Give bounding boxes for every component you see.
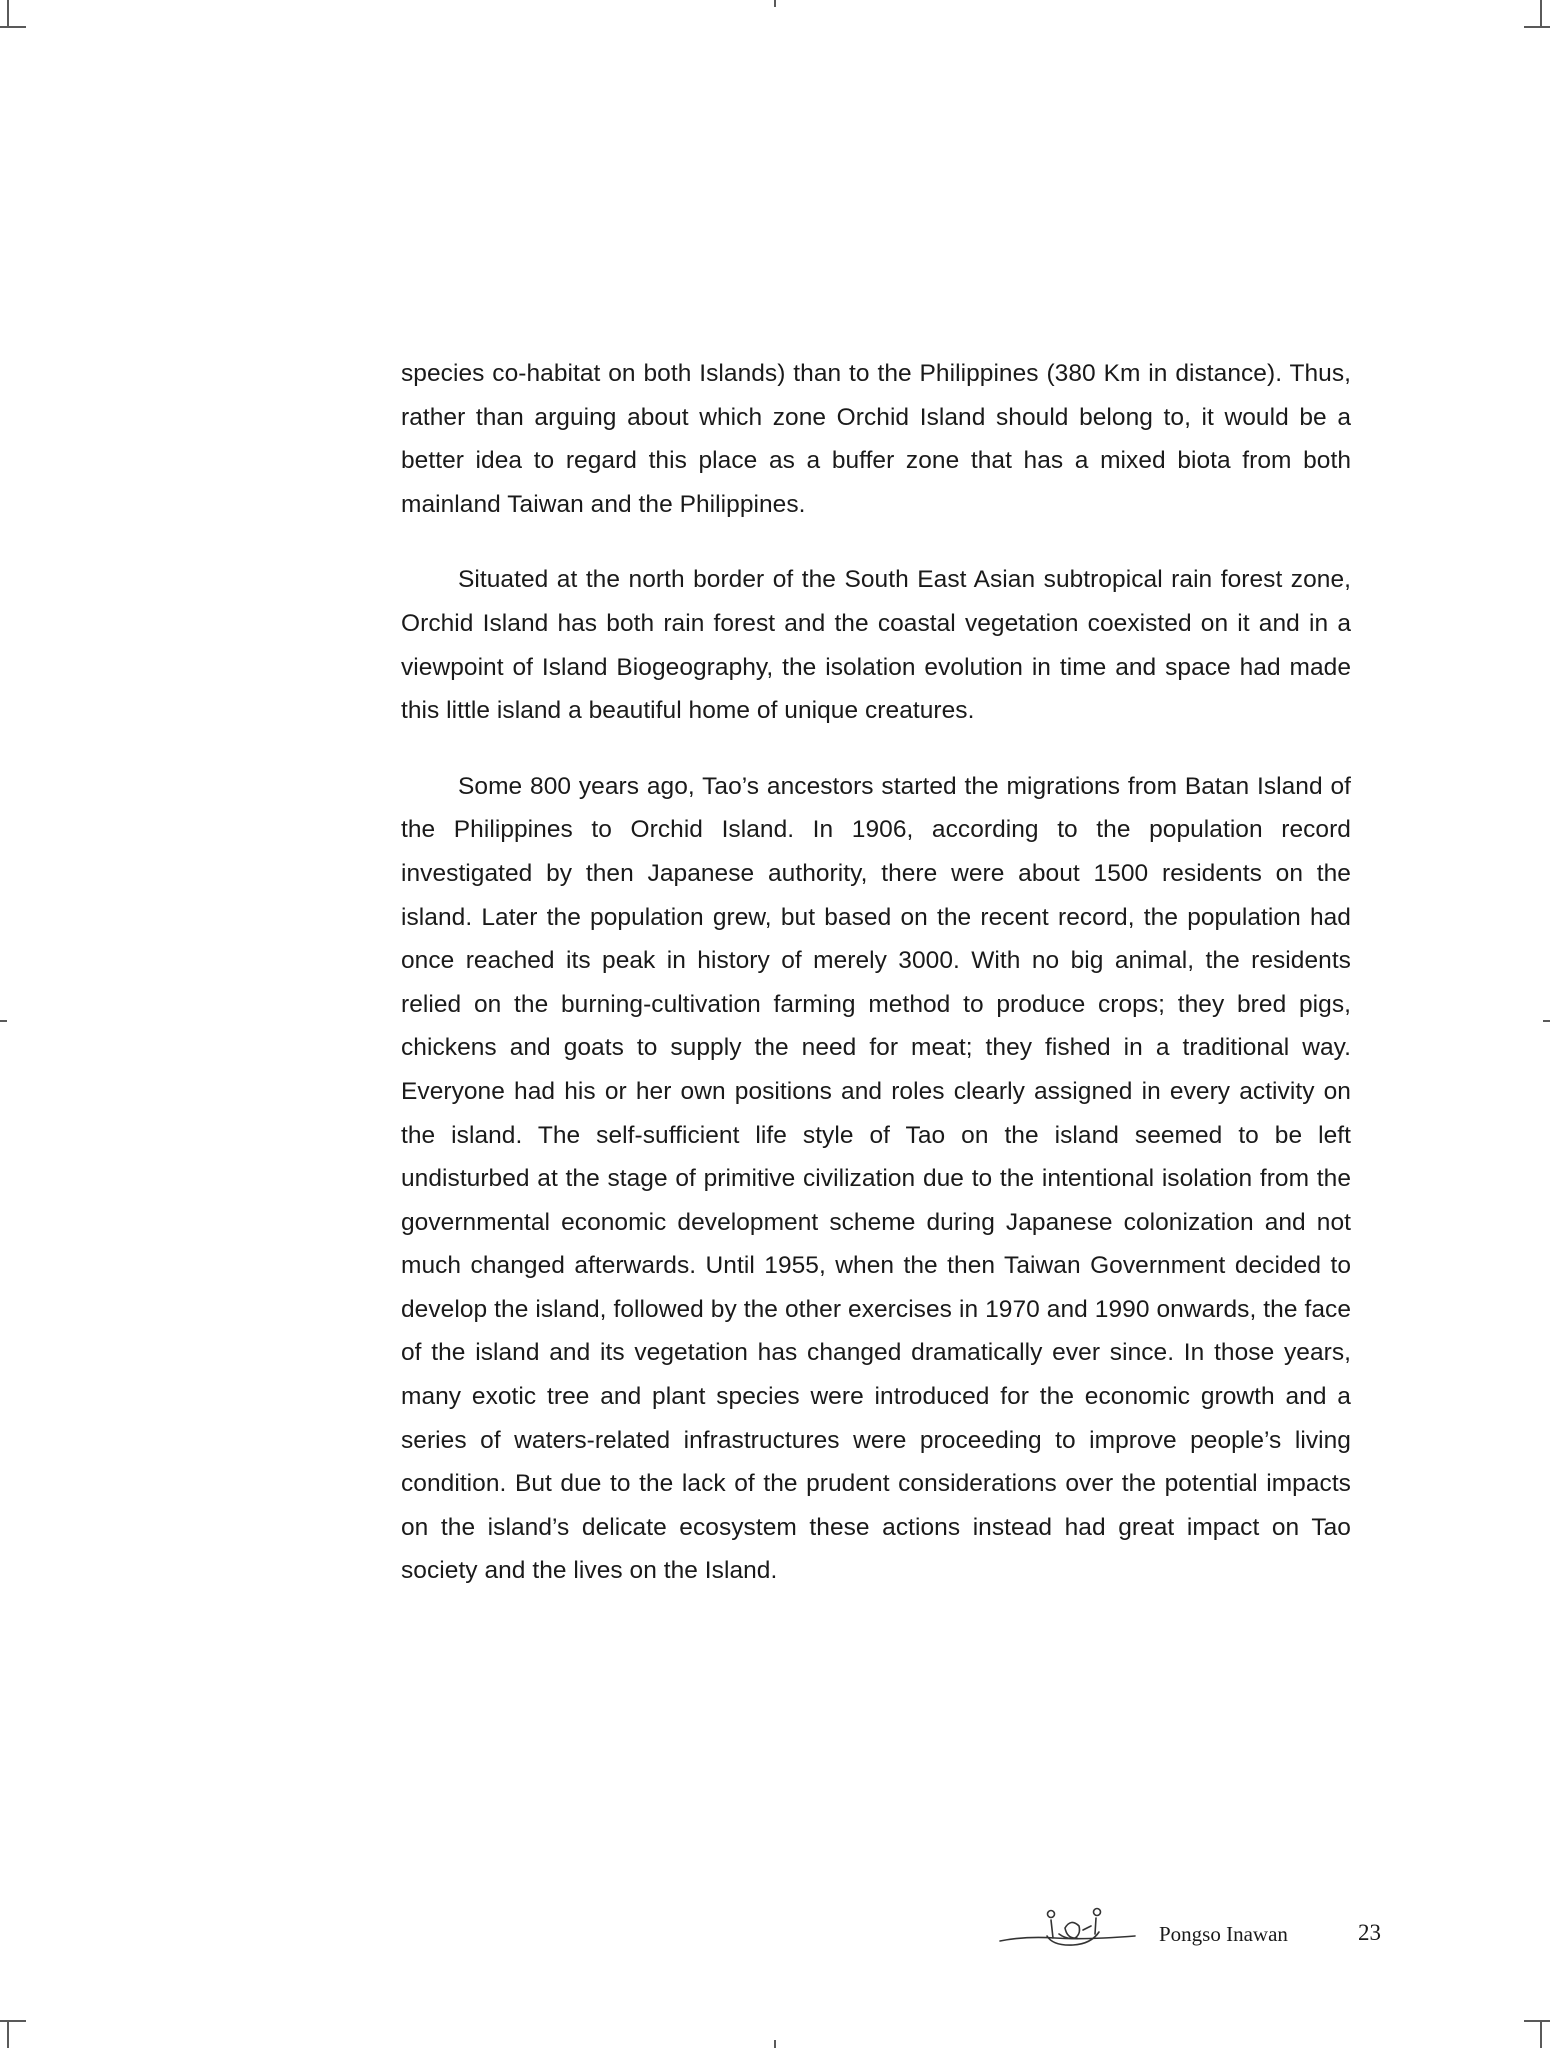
canoe-sketch-icon <box>995 1882 1155 1952</box>
body-text <box>401 352 1351 1625</box>
page-footer <box>995 1882 1415 1952</box>
paragraph-3: Some 800 years ago, Tao’s ancestors started the migrations from Batan Island of the Philippines to Orchid Island. In 1906, according to the population record investigated by then Japanese authority, there were about 1500 residents on the island. Later the population grew, but based on the recent record, the population had once reached its peak in history of merely 3000. With no big animal, the residents relied on the burning-cultivation farming method to produce crops; they bred pigs, chickens and goats to supply the need for meat; they fished in a traditional way. Everyone had his or her own positions and roles clearly assigned in every activity on the island. The self-sufficient life style of Tao on the island seemed to be left undisturbed at the stage of primitive civilization due to the intentional isolation from the governmental economic development scheme during Japanese colonization and not much changed afterwards. Until 1955, when the then Taiwan Government decided to develop the island, followed by the other exercises in 1970 and 1990 onwards, the face of the island and its vegetation has changed dramatically ever since. In those years, many exotic tree and plant species were introduced for the economic growth and a series of waters-related infrastructures were proceeding to improve people’s living condition. But due to the lack of the prudent considerations over the potential impacts on the island’s delicate ecosystem these actions instead had great impact on Tao society and the lives on the Island. <box>401 772 1351 1585</box>
page-number: 23 <box>1358 1920 1381 1945</box>
publication-title: Pongso Inawan <box>1159 1922 1288 1946</box>
paragraph-2: Situated at the north border of the South East Asian subtropical rain forest zone, Orchid Island has both rain forest and the coastal vegetation coexisted on it and in a viewpoint of Island Biogeography, the isolation evolution in time and space had made this little island a beautiful home of unique creatures. <box>401 566 1351 725</box>
paragraph-1: species co-habitat on both Islands) than to the Philippines (380 Km in distance). Thus, rather than arguing about which zone Orchid Island should belong to, it would be a better idea to regard this place as a buffer zone that has a mixed biota from both mainland Taiwan and the Philippines. <box>401 360 1351 518</box>
